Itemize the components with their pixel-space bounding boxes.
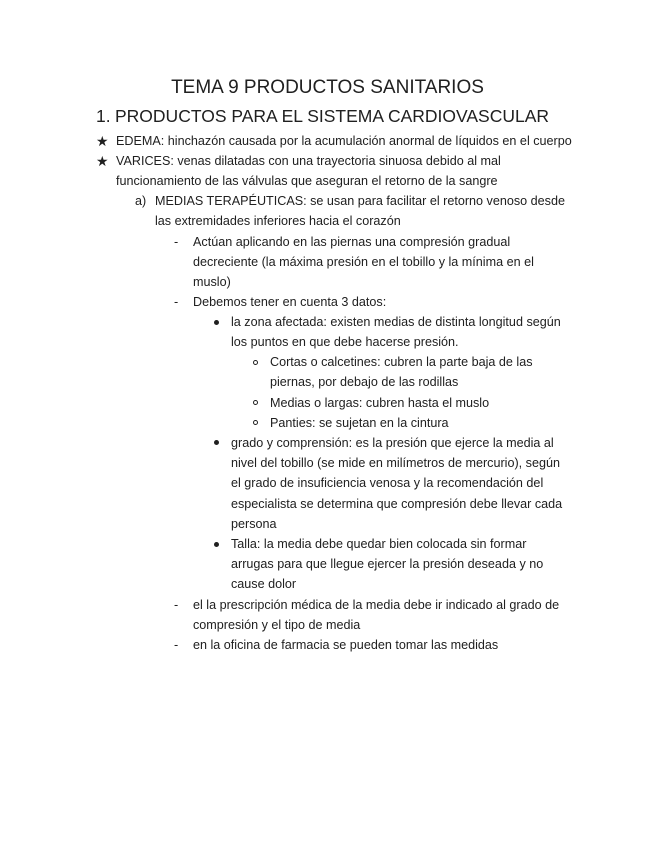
star-icon: ★: [96, 133, 109, 149]
bullet-varices-line2: funcionamiento de las válvulas que aseguran el retorno de la sangre: [116, 174, 498, 188]
bullet-dot: [214, 440, 219, 445]
dash-marker: -: [174, 295, 179, 309]
dot-talla-line2: arrugas para que llegue ejercer la presión deseada y no: [231, 557, 544, 571]
bullet-dot: [214, 542, 219, 547]
dash-marker: -: [174, 638, 179, 652]
circle-item-3-line1: Panties: se sujetan en la cintura: [270, 416, 449, 430]
dot-grado-line5: persona: [231, 517, 277, 531]
bullet-circle: [253, 360, 258, 365]
dash-item-1-line1: Actúan aplicando en las piernas una compresión gradual: [193, 235, 511, 249]
bullet-circle: [253, 400, 258, 405]
section-heading-text: PRODUCTOS PARA EL SISTEMA CARDIOVASCULAR: [115, 106, 550, 126]
circle-item-2-line1: Medias o largas: cubren hasta el muslo: [270, 396, 490, 410]
dash-item-3-line2: compresión y el tipo de media: [193, 618, 361, 632]
page-title: TEMA 9 PRODUCTOS SANITARIOS: [171, 77, 484, 98]
bullet-varices-line1: VARICES: venas dilatadas con una trayectoria sinuosa debido al mal: [116, 154, 501, 168]
circle-item-1-line2: piernas, por debajo de las rodillas: [270, 375, 459, 389]
circle-item-1-line1: Cortas o calcetines: cubren la parte baja de las: [270, 355, 533, 369]
dash-item-2-line1: Debemos tener en cuenta 3 datos:: [193, 295, 387, 309]
dot-grado-line4: especialista se determina que compresión debe llevar cada: [231, 497, 563, 511]
dot-grado-line3: el grado de insuficiencia venosa y la recomendación del: [231, 476, 544, 490]
section-number: 1.: [96, 106, 111, 126]
bullet-dot: [214, 320, 219, 325]
sub-a-label: a): [135, 194, 147, 208]
dot-zona-line1: la zona afectada: existen medias de distinta longitud según: [231, 315, 561, 329]
dot-grado-line2: nivel del tobillo (se mide en milímetros de mercurio), según: [231, 456, 560, 470]
dash-marker: -: [174, 598, 179, 612]
bullet-circle: [253, 420, 258, 425]
sub-a-line1: MEDIAS TERAPÉUTICAS: se usan para facilitar el retorno venoso desde: [155, 194, 565, 208]
dash-item-3-line1: el la prescripción médica de la media debe ir indicado al grado de: [193, 598, 560, 612]
dot-talla-line1: Talla: la media debe quedar bien colocada sin formar: [231, 537, 527, 551]
dash-marker: -: [174, 235, 179, 249]
dash-item-1-line3: muslo): [193, 275, 231, 289]
section-heading: [96, 106, 549, 127]
star-icon: ★: [96, 153, 109, 169]
dot-grado-line1: grado y comprensión: es la presión que ejerce la media al: [231, 436, 554, 450]
dash-item-4-line1: en la oficina de farmacia se pueden tomar las medidas: [193, 638, 499, 652]
dash-item-1-line2: decreciente (la máxima presión en el tobillo y la mínima en el: [193, 255, 534, 269]
dot-talla-line3: cause dolor: [231, 577, 297, 591]
bullet-edema: EDEMA: hinchazón causada por la acumulación anormal de líquidos en el cuerpo: [116, 134, 572, 148]
sub-a-line2: las extremidades inferiores hacia el corazón: [155, 214, 401, 228]
dot-zona-line2: los puntos en que debe hacerse presión.: [231, 335, 459, 349]
